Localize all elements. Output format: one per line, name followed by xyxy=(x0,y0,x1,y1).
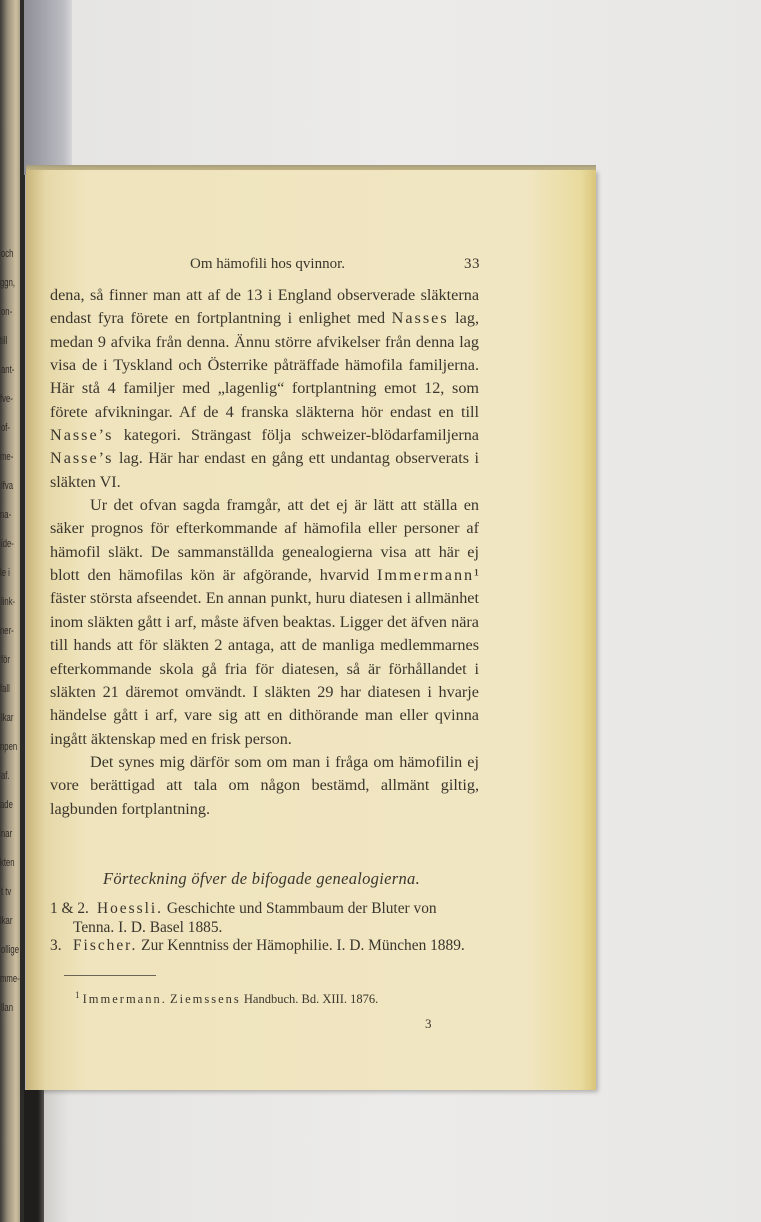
text-run: dena, så xyxy=(50,286,109,304)
margin-fragment: ifva xyxy=(1,480,13,492)
adjacent-page-sliver xyxy=(24,0,72,175)
text-run: ¹ fäster största afseendet. En annan punkt, huru diatesen i allmänhet inom släkten gått i arf, måste äfven beaktas. Ligger det äfven nära till hands att för släkten 2 antaga, att de manliga medlemmarnes efterkommande skola gå fria för diatesen, så är förhållandet i släkten 21 däremot omvändt. I släkten 29 har diatesen i hvarje händelse gått i arf, vare sig att en dithörande man eller qvinna ingått äktenskap med en frisk person. xyxy=(50,566,479,748)
genealogy-list-heading: Förteckning öfver de bifogade genealogierna. xyxy=(103,869,420,888)
margin-fragment: fall xyxy=(0,683,10,695)
running-title: Om hämofili hos qvinnor. xyxy=(190,256,345,272)
signature-mark: 3 xyxy=(425,1016,432,1031)
margin-fragment: kten xyxy=(0,857,15,869)
margin-fragment: ner- xyxy=(0,625,14,637)
bottom-binding-shadow xyxy=(24,1090,44,1222)
footnote-source-author: Ziemssens xyxy=(169,992,241,1007)
reference-author: Fischer. xyxy=(73,937,138,954)
margin-fragment: link- xyxy=(1,596,16,608)
reference-number: 3. xyxy=(50,937,62,954)
footnote-mark: 1 xyxy=(75,990,80,1000)
reference-list xyxy=(50,900,480,956)
paragraph xyxy=(50,284,479,494)
text-run: lag, medan 9 afvika från denna. Ännu större afvikelser från denna lag visa de i Tyskland och Österrike påträffade hämofila familjerna. Här stå 4 familjer med „lagenlig“ fortplantning emot 12, som förete afvikningar. Af de 4 franska släkterna hör endast en till xyxy=(50,309,479,421)
margin-fragment: llan xyxy=(1,1002,13,1014)
margin-fragment: ggn, xyxy=(0,277,15,289)
footnote-rule xyxy=(64,975,156,976)
margin-fragment: na- xyxy=(0,509,12,521)
margin-fragment: ollige xyxy=(1,944,19,956)
running-header xyxy=(190,256,490,276)
spaced-name: Immermann xyxy=(377,566,475,585)
text-run: Det synes mig därför som om man i fråga om hämofilin ej vore berättigad att tala om någon bestämd, allmänt giltig, lagbunden fortplantning. xyxy=(50,752,479,818)
facing-page-fragments xyxy=(0,240,20,1014)
reference-item xyxy=(50,900,480,937)
text-run: kategori. Strängast följa schweizer-blödarfamiljerna xyxy=(113,426,479,445)
reference-item xyxy=(50,937,480,956)
margin-fragment: le i xyxy=(0,567,10,579)
reference-text: Zur Kenntniss der Hämophilie. I. D. München 1889. xyxy=(141,937,465,954)
footnote xyxy=(75,990,495,1007)
page-number: 33 xyxy=(464,256,480,272)
spaced-name: Nasses xyxy=(391,309,449,328)
binding-shadow xyxy=(20,0,25,1222)
margin-fragment: lkar xyxy=(1,712,14,724)
margin-fragment: ade xyxy=(0,799,13,811)
text-run: finner man att af de 13 i England observerade släkterna endast fyra förete en fortplantning i enlighet med xyxy=(50,286,479,328)
margin-fragment: on- xyxy=(1,306,13,318)
margin-fragment: mme- xyxy=(0,973,20,985)
body-text xyxy=(50,284,479,821)
margin-fragment: npen xyxy=(0,741,18,753)
footnote-author: Immermann. xyxy=(82,992,167,1007)
margin-fragment: för xyxy=(1,654,10,666)
margin-fragment: och xyxy=(1,248,14,260)
footnote-text: Handbuch. Bd. XIII. 1876. xyxy=(243,992,379,1007)
margin-fragment: lkar xyxy=(0,915,13,927)
margin-fragment: ide- xyxy=(1,538,14,550)
text-run: lag. Här har endast en gång ett undantag observerats i släkten VI. xyxy=(50,449,479,491)
margin-fragment: fve- xyxy=(0,393,13,405)
spaced-name: Nasse’s xyxy=(50,426,114,445)
margin-fragment: af. xyxy=(1,770,10,782)
margin-fragment: nar xyxy=(1,828,13,840)
text-run: Ur det ofvan sagda framgår, att det ej är lätt att ställa en säker prognos för efterkommande af hämofila eller personer af hämofil släkt. De sammanställda genealogierna visa att här ej blott den hämofilas kön är afgörande, hvarvid xyxy=(50,496,479,585)
margin-fragment: till xyxy=(0,335,8,347)
reference-text: Geschichte und Stammbaum der Bluter von Tenna. I. D. Basel 1885. xyxy=(73,900,437,936)
reference-number: 1 & 2. xyxy=(50,900,89,917)
paragraph xyxy=(50,494,479,751)
margin-fragment: of- xyxy=(1,422,10,434)
margin-fragment: t tv xyxy=(1,886,12,898)
paragraph xyxy=(50,751,479,821)
margin-fragment: me- xyxy=(0,451,14,463)
margin-fragment: ant- xyxy=(1,364,15,376)
spaced-name: Nasse’s xyxy=(50,449,114,468)
reference-author: Hoessli. xyxy=(97,900,164,917)
